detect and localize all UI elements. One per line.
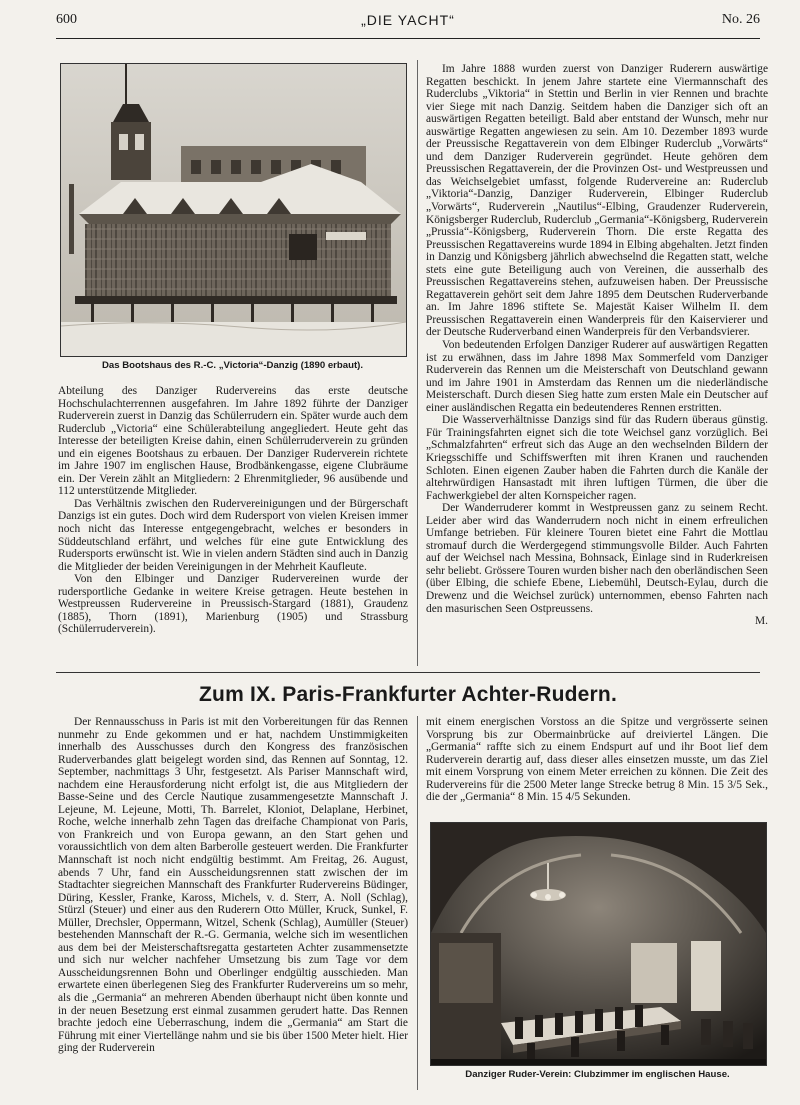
boathouse-illustration (61, 64, 406, 356)
text-column-right-bottom (426, 716, 768, 804)
issue-number: No. 26 (721, 12, 760, 27)
boathouse-caption: Das Bootshaus des R.-C. „Victoria“-Danzig (1890 erbaut). (101, 360, 364, 371)
running-header (56, 12, 760, 34)
paragraph: Das Verhältnis zwischen den Rudervereinigungen und der Bürgerschaft Danzigs ist ein gutes. Doch wird dem Rudersport von vielen Kreisen immer noch nicht das Interesse entgegengebracht, welches er besonders in Süddeutschland erfährt, und welches für eine gute Entwicklung des Rudersports erwünscht ist. Wie in vielen andern Städten sind auch in Danzig die Mitglieder der beiden Vereinigungen in der Mehrheit Kaufleute. (58, 497, 408, 573)
text-column-left-bottom (58, 716, 408, 1055)
paragraph: Von den Elbinger und Danziger Rudervereinen wurde der rudersportliche Gedanke in weitere Kreise getragen. Heute bestehen in Westpreussen Rudervereine in Preussisch-Stargard (1881), Graudenz (1885), Thorn (1891), Marienburg (1905) und Strassburg (Schülerruderverein). (58, 573, 408, 636)
section-rule (56, 672, 760, 673)
clubroom-illustration (431, 823, 766, 1065)
column-divider-bottom (417, 716, 418, 1090)
paragraph: Die Wasserverhältnisse Danzigs sind für das Rudern überaus günstig. Für Trainingsfahrten eignet sich die tote Weichsel ganz vorzüglich. Bei „Schmalzfahrten“ erfreut sich das Auge an den wechselnden Bildern der Kriegsschiffe und Schiffswerften mit ihren Kranen und rauchenden Schloten. Einen eigenen Zauber haben die Fahrten durch die Kanäle der altehrwürdigen Hansastadt mit ihren luftigen Türmen, die über die Fachwerkgiebel der alten Kornspeicher ragen. (426, 414, 768, 502)
column-divider-top (417, 60, 418, 666)
clubroom-photo (430, 822, 767, 1066)
paragraph: mit einem energischen Vorstoss an die Spitze und vergrösserte seinen Vorsprung bis zur Obermainbrücke auf dreiviertel Längen. Die „Germania“ raffte sich zu einem Endspurt auf und ihr Boot lief dem Ruderverein derartig auf, dass dieser alles einsetzen musste, um das Ziel mit einem Vorsprung von einem Meter erreichen zu können. Die Zeit des Rudervereins für die 2500 Meter lange Strecke betrug 8 Min. 15 3/5 Sek., die der „Germania“ 8 Min. 15 4/5 Sekunden. (426, 716, 768, 804)
text-column-left-top (58, 385, 408, 636)
paragraph: Der Rennausschuss in Paris ist mit den Vorbereitungen für das Rennen nunmehr zu Ende gekommen und er hat, nachdem Unstimmigkeiten innerhalb des Ausschusses durch den Kongress des französischen Ruderverbandes glatt beigelegt worden sind, das Rennen auf Sonntag, 12. September, nachmittags 3 Uhr, festgesetzt. Als Pariser Mannschaft wird, nachdem eine Herausforderung nicht erfolgt ist, die aus Mitgliedern der Basse-Seine und des Cercle Nautique zusammengesetzte Mannschaft J. Lejeune, M. Lejeune, Motti, Th. Barrelet, Kloniot, Delaplane, Herbinet, Roche, welche innerhalb zehn Tagen das dreifache Championat von Paris, von Frankreich und von Europa gewann, an den Start gehen und voraussichtlich von dem alten Barberolle gesteuert werden. Die Frankfurter Mannschaft ist noch nicht endgültig bestimmt. Am Freitag, 26. August, abends 7 Uhr, fand ein Ausscheidungsrennen statt zwischen der im Stadtachter siegreichen Mannschaft des Frankfurter Rudervereins Büdinger, Düring, Kessler, Franke, Kaross, Michels, v. d. Sterr, A. Noll (Schlag), Stürzl (Steuer) und einer aus den Ruderern Otto Müller, Kruck, Sunkel, F. Müller, Drechsler, Oppermann, Witzel, Schenk (Schlag), Aumüller (Steuer) bestehenden Mannschaft der R.-G. Germania, welche sich im wesentlichen aus dem bei der Meisterschaftsregatta gestarteten Achter zusammensetzte und sich nur welcher nachfeher Umsetzung bis zum Tage vor dem Ausscheidungsrennen Bohn und Oberlinger endgültig ausschieden. Man erwartete einen überlegenen Sieg des Frankfurter Rudervereins um so mehr, als die „Germania“ an mehreren Abenden überhaupt nicht üben konnte und in der neuen Besetzung erst einmal zusammen gerudert hatte. Das Rennen brachte jedoch eine Ueberraschung, indem die „Germania“ am Start die Führung mit einer Viertellänge nahm und sie bis über 1500 Meter hielt. Hier ging der Ruderverein (58, 716, 408, 1055)
article-heading: Zum IX. Paris-Frankfurter Achter-Rudern. (199, 683, 617, 706)
boathouse-photo (60, 63, 407, 357)
paragraph: Abteilung des Danziger Rudervereins das erste deutsche Hochschulachterrennen ausgefahren. Im Jahre 1892 führte der Danziger Ruderverein zuerst in Danzig das Schülerrudern ein. Später wurde auch dem Ruderclub „Victoria“ eine Schülerabteilung angegliedert. Heute geht das Interesse der beteiligten Kreise dahin, einen Schülerruderverein zu gründen und ein eigenes Bootshaus zu erbauen. Der Danziger Ruderverein richtete im Jahre 1907 im englischen Hause, Brodbänkengasse, eigene Clubräume ein. Der Verein zählt an Mitgliedern: 2 Ehrenmitglieder, 96 ausübende und 112 unterstützende Mitglieder. (58, 385, 408, 498)
paragraph: Von bedeutenden Erfolgen Danziger Ruderer auf auswärtigen Regatten ist zu erwähnen, dass im Jahre 1898 Max Sommerfeld vom Danziger Ruderverein das Rennen um die Meisterschaft von Deutschland gewann und im Jahre 1901 in Amsterdam das Rennen um die niederländische Meisterschaft. Durch diesen Sieg hatte zum ersten Male ein Deutscher auf einer ausländischen Regatta ein bedeutenderes Rennen erstritten. (426, 339, 768, 414)
paragraph: Im Jahre 1888 wurden zuerst von Danziger Ruderern auswärtige Regatten beschickt. In jenem Jahre startete eine Viermannschaft des Ruderclubs „Viktoria“ in Stettin und Berlin in vier Rennen und brachte vier Siege mit nach Danzig. Seitdem haben die Danziger sich oft an auswärtigen Regatten beteiligt. Bald aber entstand der Wunsch, mehr nur auswärtige Regatten angewiesen zu sein. Am 10. Dezember 1893 wurde der Preussische Regattaverein von dem Elbinger Ruderclub „Vorwärts“ und dem Danziger Ruderverein gegründet. Heute gehören dem Preussischen Regattaverein, der die Provinzen Ost- und Westpreussen und das Weichselgebiet umfasst, folgende Rudervereine an: Ruderclub „Viktoria“-Danzig, Danziger Ruderverein, Elbinger Ruderclub „Vorwärts“, Ruderverein „Nautilus“-Elbing, Graudenzer Ruderverein, Königsberger Ruderclub, Ruderclub „Germania“-Königsberg, Ruderverein „Prussia“-Königsberg, Ruderverein Thorn. Die erste Regatta des Preussischen Regattavereins wurde 1894 in Elbing abgehalten. Jetzt finden in Danzig und Königsberg jährlich abwechselnd die Regatten statt, welche stets eine gute Beteiligung auch von Vereinen, die ausserhalb des Preussischen Regattavereins stehen, aufzuweisen haben. Der Preussische Regattaverein gehört seit dem Jahre 1895 dem Deutschen Ruderverbande an. Im Jahre 1896 stiftete Se. Majestät Kaiser Wilhelm II. dem Preussischen Regattaverein einen Wanderpreis für den Kaiservierer und der Deutsche Ruderverband einen Wanderpreis für den Verbandsvierer. (426, 63, 768, 339)
paragraph: Der Wanderruderer kommt in Westpreussen ganz zu seinem Recht. Leider aber wird das Wanderrudern noch nicht in einem erfreulichen Umfange betrieben. Für kleinere Touren bietet eine Fahrt die Mottlau stromauf durch die Werdergegend stimmungsvolle Bilder. Auch Fahrten auf der Weichsel nach Messina, Bohnsack, Einlage sind in Ruderkreisen sehr beliebt. Grössere Touren wurden bisher nach den oberländischen Seen (über Elbing, die schiefe Ebene, Liebemühl, Deutsch-Eylau, durch die Drewenz und die Weichsel zurück) unternommen, ebenso Fahrten nach den masurischen Seen Ostpreussens. (426, 502, 768, 615)
page-number: 600 (56, 12, 77, 27)
text-column-right-top (426, 63, 768, 628)
header-rule (56, 38, 760, 39)
author-signature: M. (755, 615, 768, 628)
clubroom-caption: Danziger Ruder-Verein: Clubzimmer im englischen Hause. (465, 1069, 730, 1080)
magazine-title: „DIE YACHT“ (361, 12, 455, 28)
